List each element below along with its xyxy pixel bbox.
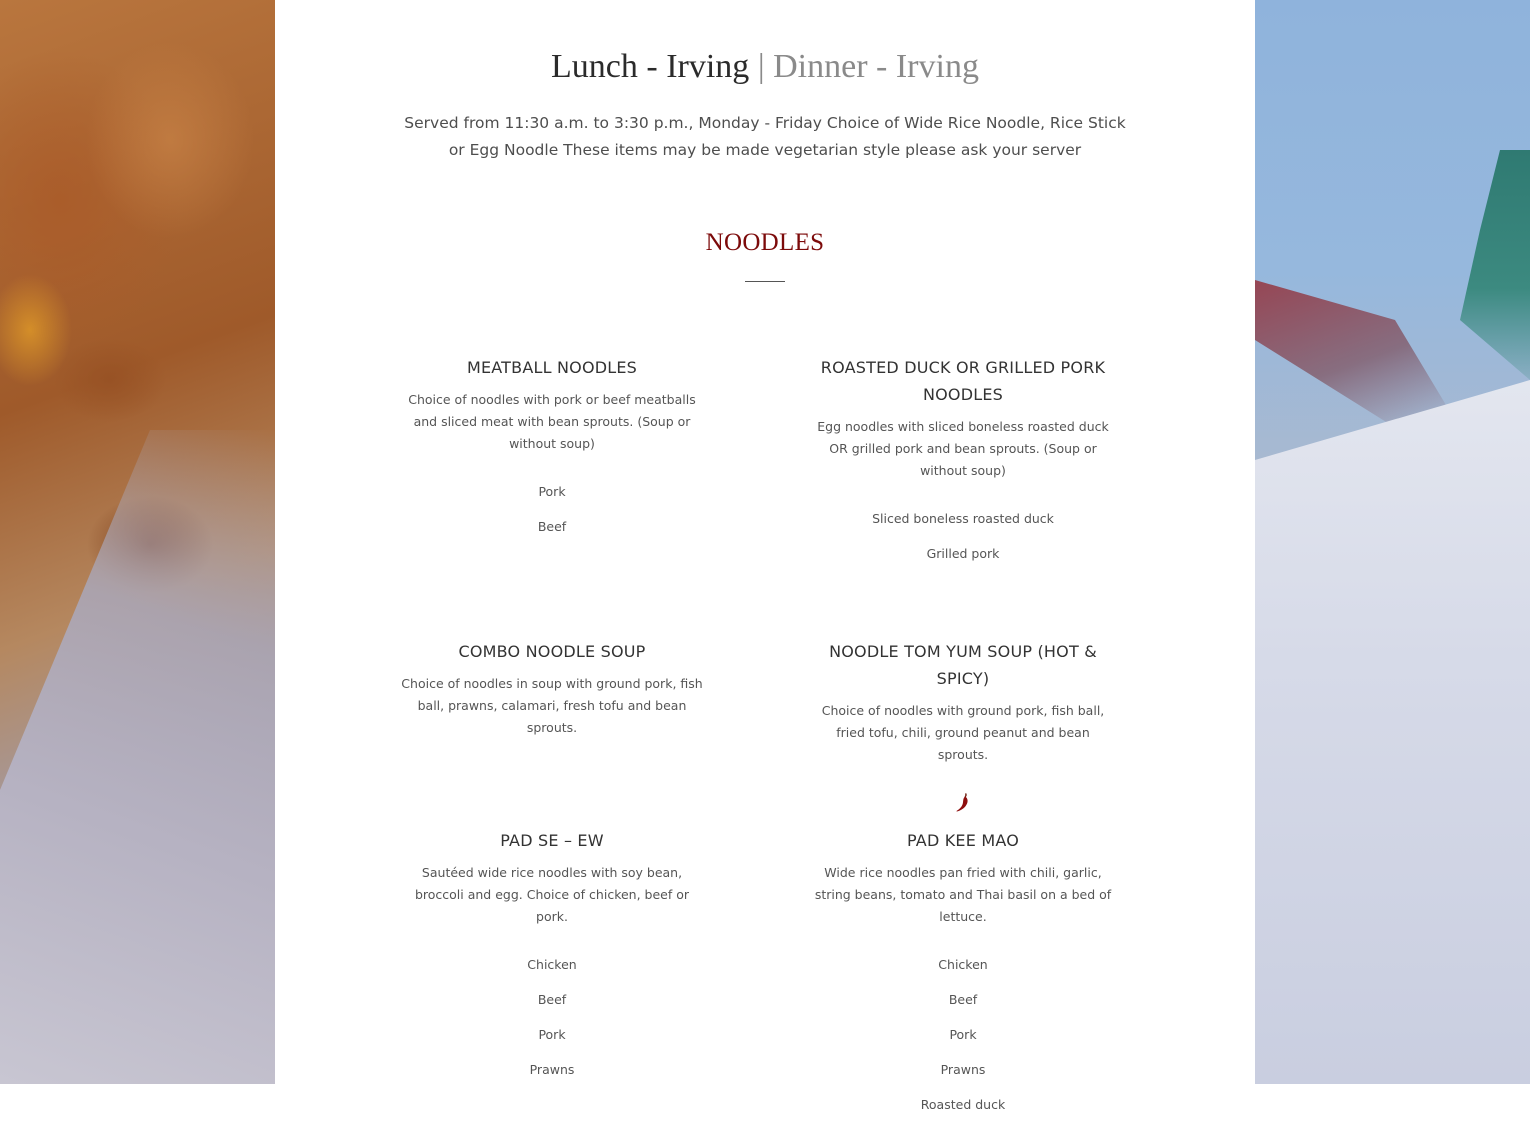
menu-item-options [392, 954, 712, 1094]
menu-item-option: Beef [537, 519, 567, 534]
tab-lunch-irving[interactable]: Lunch - Irving [551, 48, 750, 85]
menu-item-option: Chicken [938, 957, 988, 972]
menu-item-option: Grilled pork [926, 546, 1000, 561]
menu-item [803, 638, 1123, 822]
menu-item-option: Beef [948, 992, 978, 1007]
menu-description: Served from 11:30 a.m. to 3:30 p.m., Monday - Friday Choice of Wide Rice Noodle, Rice Stick or Egg Noodle These items may be made vegetarian style please ask your server [404, 114, 1126, 159]
tab-separator: | [757, 48, 765, 85]
menu-item-name: NOODLE TOM YUM SOUP (HOT & SPICY) [829, 642, 1097, 688]
chili-pepper-icon-graphic [955, 792, 971, 814]
menu-item-name: ROASTED DUCK OR GRILLED PORK NOODLES [820, 358, 1106, 404]
background-plate-right [1255, 380, 1530, 1084]
menu-item-option: Sliced boneless roasted duck [872, 511, 1054, 526]
menu-item-option: Chicken [527, 957, 577, 972]
menu-item [392, 827, 712, 1094]
menu-item-name: MEATBALL NOODLES [466, 358, 638, 377]
menu-item [803, 827, 1123, 1129]
menu-panel [275, 0, 1255, 1112]
menu-item [392, 354, 712, 551]
menu-item-options [803, 508, 1123, 578]
menu-item-options [803, 954, 1123, 1129]
menu-item-description: Choice of noodles with ground pork, fish ball, fried tofu, chili, ground peanut and bean sprouts. [821, 703, 1105, 762]
menu-item [803, 354, 1123, 578]
section-divider [745, 281, 785, 282]
menu-item-description: Choice of noodles in soup with ground pork, fish ball, prawns, calamari, fresh tofu and bean sprouts. [401, 676, 703, 735]
menu-tabs [275, 44, 1255, 90]
menu-item-option: Prawns [940, 1062, 986, 1077]
menu-item-name: PAD SE – EW [500, 831, 604, 850]
menu-item [392, 638, 712, 739]
menu-item-description: Choice of noodles with pork or beef meatballs and sliced meat with bean sprouts. (Soup or without soup) [408, 392, 696, 451]
menu-item-description: Wide rice noodles pan fried with chili, garlic, string beans, tomato and Thai basil on a bed of lettuce. [814, 865, 1112, 924]
menu-item-name: PAD KEE MAO [906, 831, 1020, 850]
menu-item-option: Beef [537, 992, 567, 1007]
tab-dinner-irving[interactable]: Dinner - Irving [773, 48, 979, 85]
menu-item-options [392, 481, 712, 551]
menu-item-description: Sautéed wide rice noodles with soy bean, broccoli and egg. Choice of chicken, beef or pork. [414, 865, 690, 924]
menu-item-option: Pork [538, 484, 566, 499]
section-title: NOODLES [705, 229, 825, 256]
menu-item-option: Roasted duck [920, 1097, 1006, 1112]
menu-item-option: Prawns [529, 1062, 575, 1077]
menu-item-option: Pork [949, 1027, 977, 1042]
menu-item-description: Egg noodles with sliced boneless roasted duck OR grilled pork and bean sprouts. (Soup or without soup) [817, 419, 1109, 478]
menu-item-option: Pork [538, 1027, 566, 1042]
chili-pepper-icon [803, 792, 1123, 822]
menu-item-name: COMBO NOODLE SOUP [458, 642, 646, 661]
